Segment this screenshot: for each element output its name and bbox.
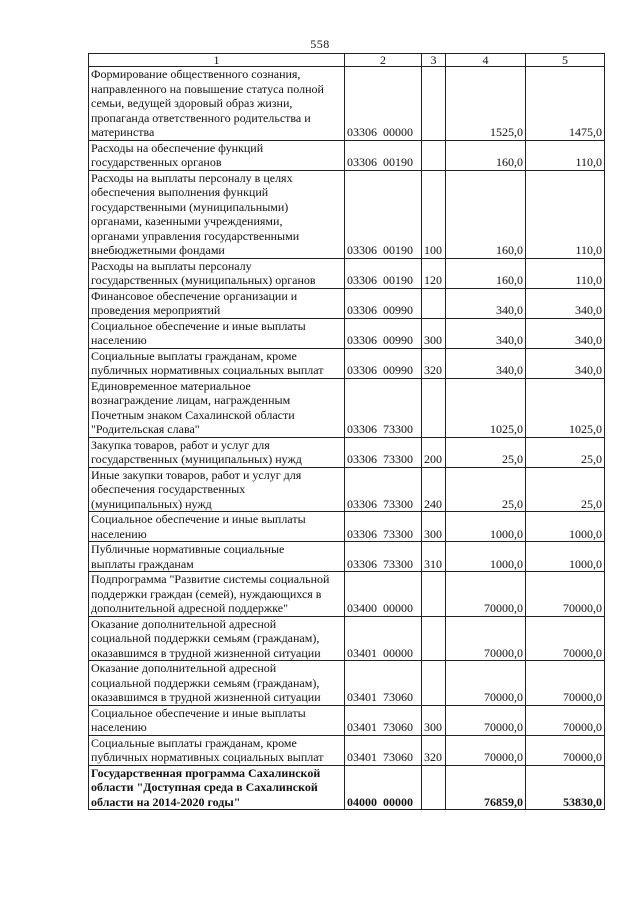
row-value-2019: 340,0 — [446, 288, 526, 318]
row-code: 03306 00190 — [345, 258, 422, 288]
row-name: Социальное обеспечение и иные выплаты населению — [89, 705, 345, 735]
row-expense-type — [422, 67, 446, 141]
row-value-2020: 25,0 — [526, 437, 605, 467]
table-row — [89, 616, 605, 661]
row-value-2019: 70000,0 — [446, 661, 526, 706]
table-row — [89, 348, 605, 378]
row-expense-type: 320 — [422, 735, 446, 765]
row-value-2020: 1000,0 — [526, 512, 605, 542]
row-value-2020: 70000,0 — [526, 735, 605, 765]
row-code: 03306 73300 — [345, 378, 422, 437]
row-name: Социальные выплаты гражданам, кроме публичных нормативных социальных выплат — [89, 348, 345, 378]
row-value-2020: 110,0 — [526, 258, 605, 288]
page-number: 558 — [310, 37, 330, 51]
row-value-2020: 70000,0 — [526, 572, 605, 617]
row-expense-type: 310 — [422, 542, 446, 572]
table-row — [89, 170, 605, 258]
row-name: Иные закупки товаров, работ и услуг для обеспечения государственных (муниципальных) нужд — [89, 467, 345, 512]
row-name: Расходы на выплаты персоналу государственных (муниципальных) органов — [89, 258, 345, 288]
row-code: 03306 73300 — [345, 437, 422, 467]
row-name: Закупка товаров, работ и услуг для государственных (муниципальных) нужд — [89, 437, 345, 467]
table-row — [89, 288, 605, 318]
row-code: 03401 73060 — [345, 705, 422, 735]
row-code: 03401 00000 — [345, 616, 422, 661]
row-value-2019: 70000,0 — [446, 705, 526, 735]
row-value-2019: 160,0 — [446, 170, 526, 258]
row-expense-type: 300 — [422, 318, 446, 348]
row-code: 03306 00990 — [345, 288, 422, 318]
row-value-2020: 70000,0 — [526, 661, 605, 706]
budget-table — [88, 53, 605, 810]
row-value-2019: 160,0 — [446, 258, 526, 288]
row-value-2020: 25,0 — [526, 467, 605, 512]
table-row — [89, 140, 605, 170]
table-row — [89, 318, 605, 348]
row-name: Формирование общественного сознания, направленного на повышение статуса полной семьи, ведущей здоровый образ жизни, пропаганда ответственного родительства и материнства — [89, 67, 345, 141]
row-expense-type: 120 — [422, 258, 446, 288]
row-name: Подпрограмма "Развитие системы социальной поддержки граждан (семей), нуждающихся в дополнительной адресной поддержке" — [89, 572, 345, 617]
row-value-2020: 340,0 — [526, 348, 605, 378]
row-name: Оказание дополнительной адресной социальной поддержки семьям (гражданам), оказавшимся в трудной жизненной ситуации — [89, 661, 345, 706]
row-value-2020: 1000,0 — [526, 542, 605, 572]
row-value-2019: 1000,0 — [446, 542, 526, 572]
table-row — [89, 437, 605, 467]
table-body — [89, 67, 605, 810]
table-row — [89, 258, 605, 288]
row-code: 03401 73060 — [345, 735, 422, 765]
row-value-2019: 160,0 — [446, 140, 526, 170]
row-name: Единовременное материальное вознаграждение лицам, награжденным Почетным знаком Сахалинской области "Родительская слава" — [89, 378, 345, 437]
table-row — [89, 661, 605, 706]
row-expense-type — [422, 765, 446, 810]
row-code: 03306 00000 — [345, 67, 422, 141]
row-expense-type: 100 — [422, 170, 446, 258]
column-header: 1 — [89, 54, 345, 67]
row-expense-type: 300 — [422, 705, 446, 735]
row-code: 03401 73060 — [345, 661, 422, 706]
row-value-2019: 1000,0 — [446, 512, 526, 542]
row-code: 03306 73300 — [345, 467, 422, 512]
row-name: Социальное обеспечение и иные выплаты населению — [89, 512, 345, 542]
row-name: Социальное обеспечение и иные выплаты населению — [89, 318, 345, 348]
row-name: Оказание дополнительной адресной социальной поддержки семьям (гражданам), оказавшимся в трудной жизненной ситуации — [89, 616, 345, 661]
row-value-2020: 70000,0 — [526, 616, 605, 661]
row-value-2020: 340,0 — [526, 288, 605, 318]
table-row — [89, 735, 605, 765]
row-value-2019: 70000,0 — [446, 572, 526, 617]
row-value-2019: 1025,0 — [446, 378, 526, 437]
row-value-2019: 340,0 — [446, 318, 526, 348]
row-expense-type: 200 — [422, 437, 446, 467]
row-value-2019: 76859,0 — [446, 765, 526, 810]
column-header: 4 — [446, 54, 526, 67]
row-value-2019: 25,0 — [446, 437, 526, 467]
row-name: Финансовое обеспечение организации и проведения мероприятий — [89, 288, 345, 318]
row-value-2019: 25,0 — [446, 467, 526, 512]
row-expense-type: 300 — [422, 512, 446, 542]
row-value-2020: 340,0 — [526, 318, 605, 348]
row-name: Социальные выплаты гражданам, кроме публичных нормативных социальных выплат — [89, 735, 345, 765]
row-name: Расходы на обеспечение функций государственных органов — [89, 140, 345, 170]
table-row — [89, 765, 605, 810]
column-header: 5 — [526, 54, 605, 67]
row-expense-type — [422, 661, 446, 706]
column-header-row — [89, 54, 605, 67]
row-code: 03306 00990 — [345, 348, 422, 378]
table-row — [89, 512, 605, 542]
row-value-2019: 70000,0 — [446, 735, 526, 765]
row-value-2019: 70000,0 — [446, 616, 526, 661]
row-value-2020: 110,0 — [526, 170, 605, 258]
row-name: Расходы на выплаты персоналу в целях обеспечения выполнения функций государственными (муниципальными) органами, казенными учреждениями, органами управления государственными внебюджетными фондами — [89, 170, 345, 258]
row-code: 03400 00000 — [345, 572, 422, 617]
table-row — [89, 67, 605, 141]
row-expense-type — [422, 616, 446, 661]
row-expense-type: 320 — [422, 348, 446, 378]
row-expense-type — [422, 288, 446, 318]
row-value-2020: 70000,0 — [526, 705, 605, 735]
row-value-2020: 110,0 — [526, 140, 605, 170]
table-row — [89, 467, 605, 512]
row-expense-type — [422, 378, 446, 437]
row-code: 04000 00000 — [345, 765, 422, 810]
row-expense-type — [422, 140, 446, 170]
row-value-2020: 53830,0 — [526, 765, 605, 810]
row-expense-type: 240 — [422, 467, 446, 512]
row-code: 03306 73300 — [345, 542, 422, 572]
row-expense-type — [422, 572, 446, 617]
row-code: 03306 00990 — [345, 318, 422, 348]
table-row — [89, 542, 605, 572]
row-value-2019: 340,0 — [446, 348, 526, 378]
row-code: 03306 73300 — [345, 512, 422, 542]
row-code: 03306 00190 — [345, 140, 422, 170]
row-code: 03306 00190 — [345, 170, 422, 258]
row-value-2019: 1525,0 — [446, 67, 526, 141]
row-name: Публичные нормативные социальные выплаты гражданам — [89, 542, 345, 572]
table-row — [89, 705, 605, 735]
row-value-2020: 1475,0 — [526, 67, 605, 141]
column-header: 3 — [422, 54, 446, 67]
column-header: 2 — [345, 54, 422, 67]
table-row — [89, 572, 605, 617]
row-value-2020: 1025,0 — [526, 378, 605, 437]
row-name: Государственная программа Сахалинской области "Доступная среда в Сахалинской области на 2014-2020 годы" — [89, 765, 345, 810]
table-row — [89, 378, 605, 437]
